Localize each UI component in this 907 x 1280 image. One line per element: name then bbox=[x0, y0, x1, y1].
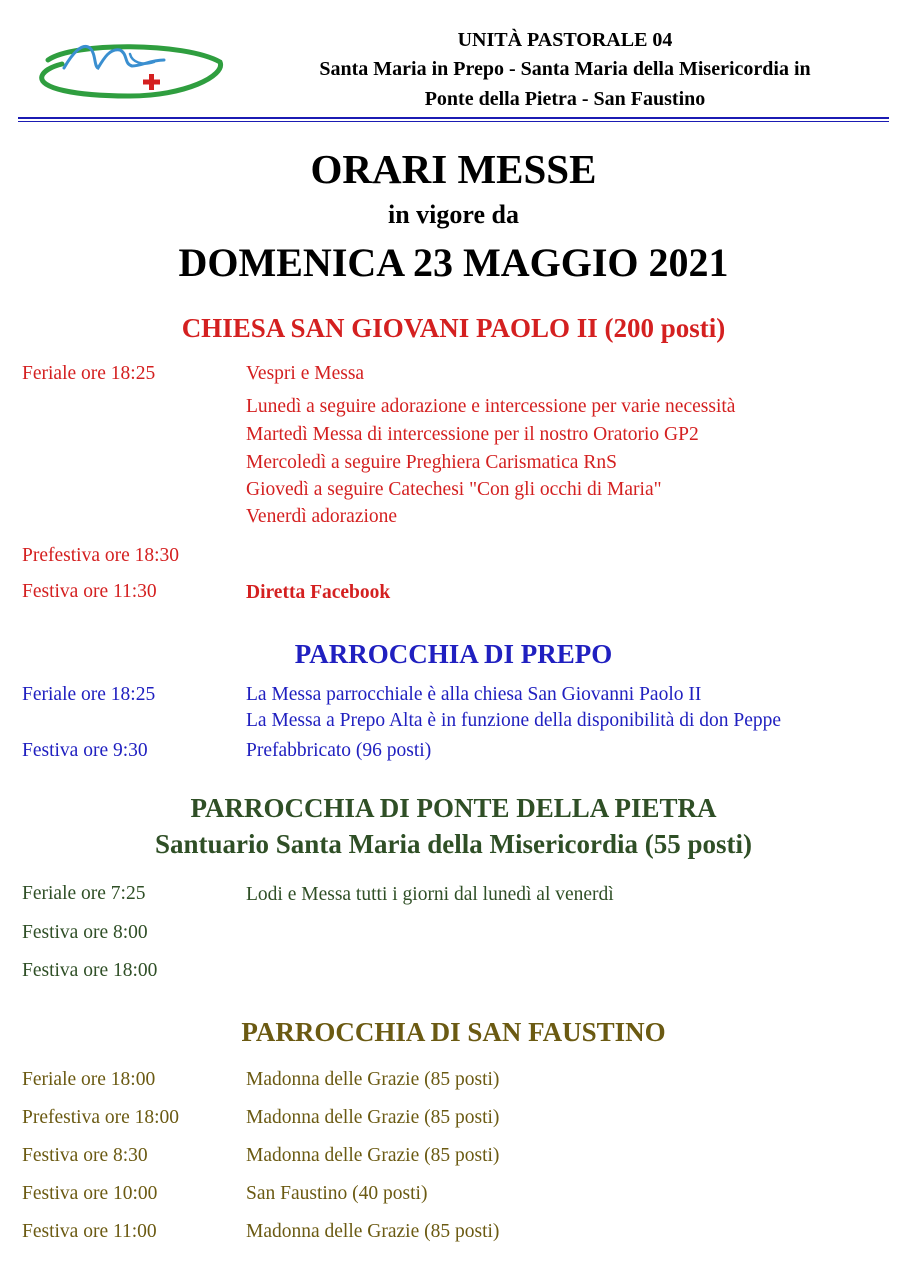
schedule-note: Lunedì a seguire adorazione e intercessione per varie necessità bbox=[246, 396, 736, 417]
page-title: ORARI MESSE bbox=[310, 146, 597, 192]
section-subheading-santuario: Santuario Santa Maria della Misericordia (55 posti) bbox=[155, 829, 752, 859]
schedule-label: Feriale ore 18:25 bbox=[22, 684, 156, 705]
schedule-note: Martedì Messa di intercessione per il nostro Oratorio GP2 bbox=[246, 424, 699, 445]
schedule-label: Feriale ore 18:25 bbox=[22, 363, 156, 384]
schedule-note: La Messa a Prepo Alta è in funzione della disponibilità di don Peppe bbox=[246, 710, 782, 731]
effective-date: DOMENICA 23 MAGGIO 2021 bbox=[178, 240, 729, 285]
schedule-label: Feriale ore 18:00 bbox=[22, 1069, 156, 1090]
schedule-label: Festiva ore 8:00 bbox=[22, 922, 148, 943]
schedule-label: Prefestiva ore 18:00 bbox=[22, 1107, 180, 1128]
schedule-label: Festiva ore 9:30 bbox=[22, 740, 148, 761]
schedule-note: Madonna delle Grazie (85 posti) bbox=[246, 1221, 500, 1242]
schedule-label: Feriale ore 7:25 bbox=[22, 883, 146, 904]
schedule-note: Madonna delle Grazie (85 posti) bbox=[246, 1107, 500, 1128]
schedule-label: Festiva ore 8:30 bbox=[22, 1145, 148, 1166]
schedule-note: La Messa parrocchiale è alla chiesa San Giovanni Paolo II bbox=[246, 684, 702, 705]
schedule-label: Festiva ore 11:30 bbox=[22, 581, 157, 602]
section-heading-ponte: PARROCCHIA DI PONTE DELLA PIETRA bbox=[190, 793, 717, 823]
schedule-note: Venerdì adorazione bbox=[246, 506, 398, 527]
section-heading-chiesa: CHIESA SAN GIOVANI PAOLO II (200 posti) bbox=[181, 313, 726, 343]
schedule-label: Festiva ore 11:00 bbox=[22, 1221, 157, 1242]
header-divider bbox=[18, 117, 889, 119]
schedule-note: Madonna delle Grazie (85 posti) bbox=[246, 1145, 500, 1166]
schedule-note: Lodi e Messa tutti i giorni dal lunedì al venerdì bbox=[246, 884, 614, 905]
schedule-label: Prefestiva ore 18:30 bbox=[22, 545, 180, 566]
header-divider-thin bbox=[18, 121, 889, 122]
schedule-note: Madonna delle Grazie (85 posti) bbox=[246, 1069, 500, 1090]
header-parishes-line-2: Ponte della Pietra - San Faustino bbox=[424, 88, 706, 110]
pastoral-unit-logo bbox=[34, 36, 226, 102]
facebook-live-note: Diretta Facebook bbox=[246, 582, 391, 603]
header-unit-title: UNITÀ PASTORALE 04 bbox=[457, 29, 673, 51]
section-heading-prepo: PARROCCHIA DI PREPO bbox=[294, 639, 613, 669]
schedule-label: Festiva ore 18:00 bbox=[22, 960, 158, 981]
page-subtitle: in vigore da bbox=[388, 200, 519, 229]
schedule-note: Prefabbricato (96 posti) bbox=[246, 740, 432, 761]
section-heading-faustino: PARROCCHIA DI SAN FAUSTINO bbox=[241, 1017, 666, 1047]
schedule-note: Mercoledì a seguire Preghiera Carismatica RnS bbox=[246, 452, 617, 473]
schedule-note: Giovedì a seguire Catechesi "Con gli occhi di Maria" bbox=[246, 479, 662, 500]
header-parishes-line: Santa Maria in Prepo - Santa Maria della Misericordia in bbox=[319, 58, 811, 80]
schedule-note: Vespri e Messa bbox=[246, 363, 365, 384]
schedule-note: San Faustino (40 posti) bbox=[246, 1183, 428, 1204]
schedule-label: Festiva ore 10:00 bbox=[22, 1183, 158, 1204]
